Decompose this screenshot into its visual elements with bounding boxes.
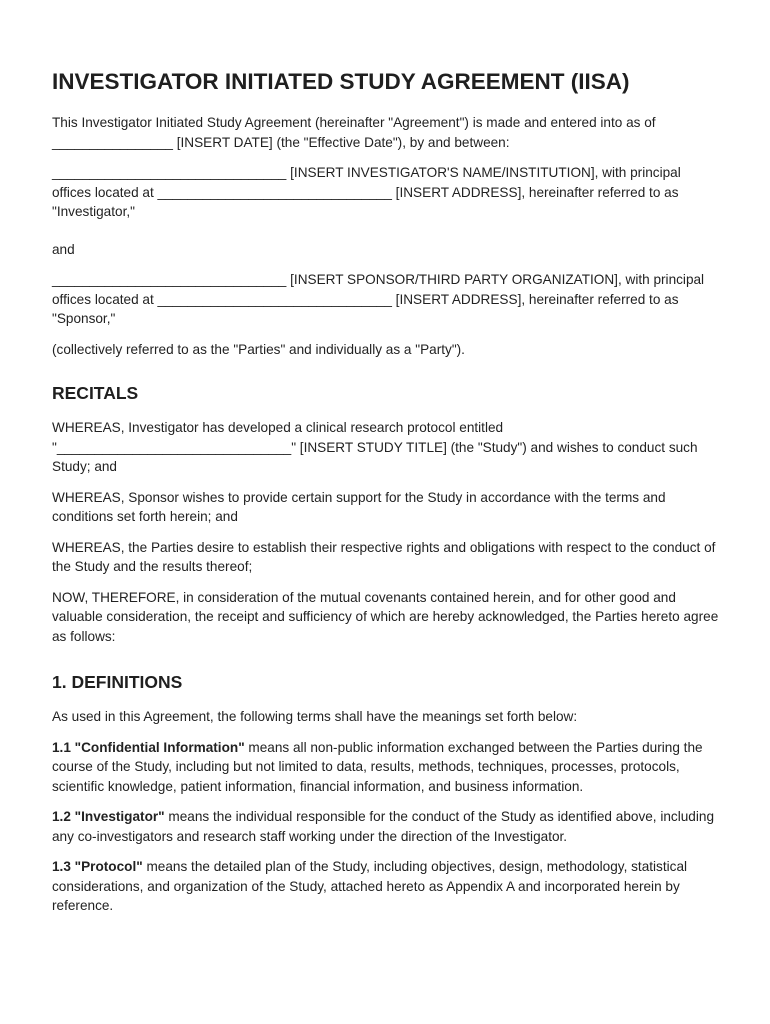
definition-term: 1.1 "Confidential Information" bbox=[52, 739, 245, 755]
sponsor-party-paragraph: _______________________________ [INSERT SPONSOR/THIRD PARTY ORGANIZATION], with principal offices located at _______________________________ [INSERT ADDRESS], hereinafter referred to as "Sponsor," bbox=[52, 272, 705, 326]
definition-term: 1.3 "Protocol" bbox=[52, 859, 143, 874]
recitals-heading: RECITALS bbox=[52, 383, 139, 403]
recital-paragraph: WHEREAS, Sponsor wishes to provide certain support for the Study in accordance with the terms and conditions set forth herein; and bbox=[52, 489, 666, 524]
investigator-party-paragraph: _______________________________ [INSERT INVESTIGATOR'S NAME/INSTITUTION], with principal offices located at _______________________________ [INSERT ADDRESS], hereinafter referred to as "Investigator," bbox=[52, 165, 681, 219]
recital-paragraph: WHEREAS, the Parties desire to establish their respective rights and obligations with respect to the conduct of the Study and the results thereof; bbox=[52, 539, 716, 574]
now-therefore-paragraph: NOW, THEREFORE, in consideration of the mutual covenants contained herein, and for other good and valuable consideration, the receipt and sufficiency of which are hereby acknowledged, the Parties hereto agree as follows: bbox=[52, 589, 719, 644]
definition-text: means the individual responsible for the conduct of the Study as identified above, including any co-investigators and research staff working under the direction of the Investigator. bbox=[52, 809, 715, 844]
definition-term: 1.2 "Investigator" bbox=[52, 809, 165, 824]
intro-paragraph: This Investigator Initiated Study Agreement (hereinafter "Agreement") is made and entered into as of ________________ [INSERT DATE] (the "Effective Date"), by and between: bbox=[52, 115, 656, 150]
document-page bbox=[52, 68, 722, 927]
definition-item bbox=[52, 807, 722, 846]
definition-text: means the detailed plan of the Study, including objectives, design, methodology, statistical considerations, and organization of the Study, attached hereto as Appendix A and incorporated herein by reference. bbox=[52, 859, 688, 913]
definition-text: means all non-public information exchanged between the Parties during the course of the Study, including but not limited to data, results, methods, techniques, processes, protocols, scientific knowledge, patient information, financial information, and business information. bbox=[52, 739, 703, 794]
definitions-intro: As used in this Agreement, the following terms shall have the meanings set forth below: bbox=[52, 709, 578, 724]
recital-paragraph: WHEREAS, Investigator has developed a clinical research protocol entitled "_______________________________" [INSERT STUDY TITLE] (the "Study") and wishes to conduct such Study; and bbox=[52, 420, 698, 474]
definitions-heading: 1. DEFINITIONS bbox=[52, 672, 183, 692]
definition-item bbox=[52, 857, 722, 916]
definition-item bbox=[52, 738, 722, 797]
and-text: and bbox=[52, 241, 75, 257]
document-title: INVESTIGATOR INITIATED STUDY AGREEMENT (IISA) bbox=[52, 69, 630, 94]
collective-paragraph: (collectively referred to as the "Parties" and individually as a "Party"). bbox=[52, 341, 465, 357]
